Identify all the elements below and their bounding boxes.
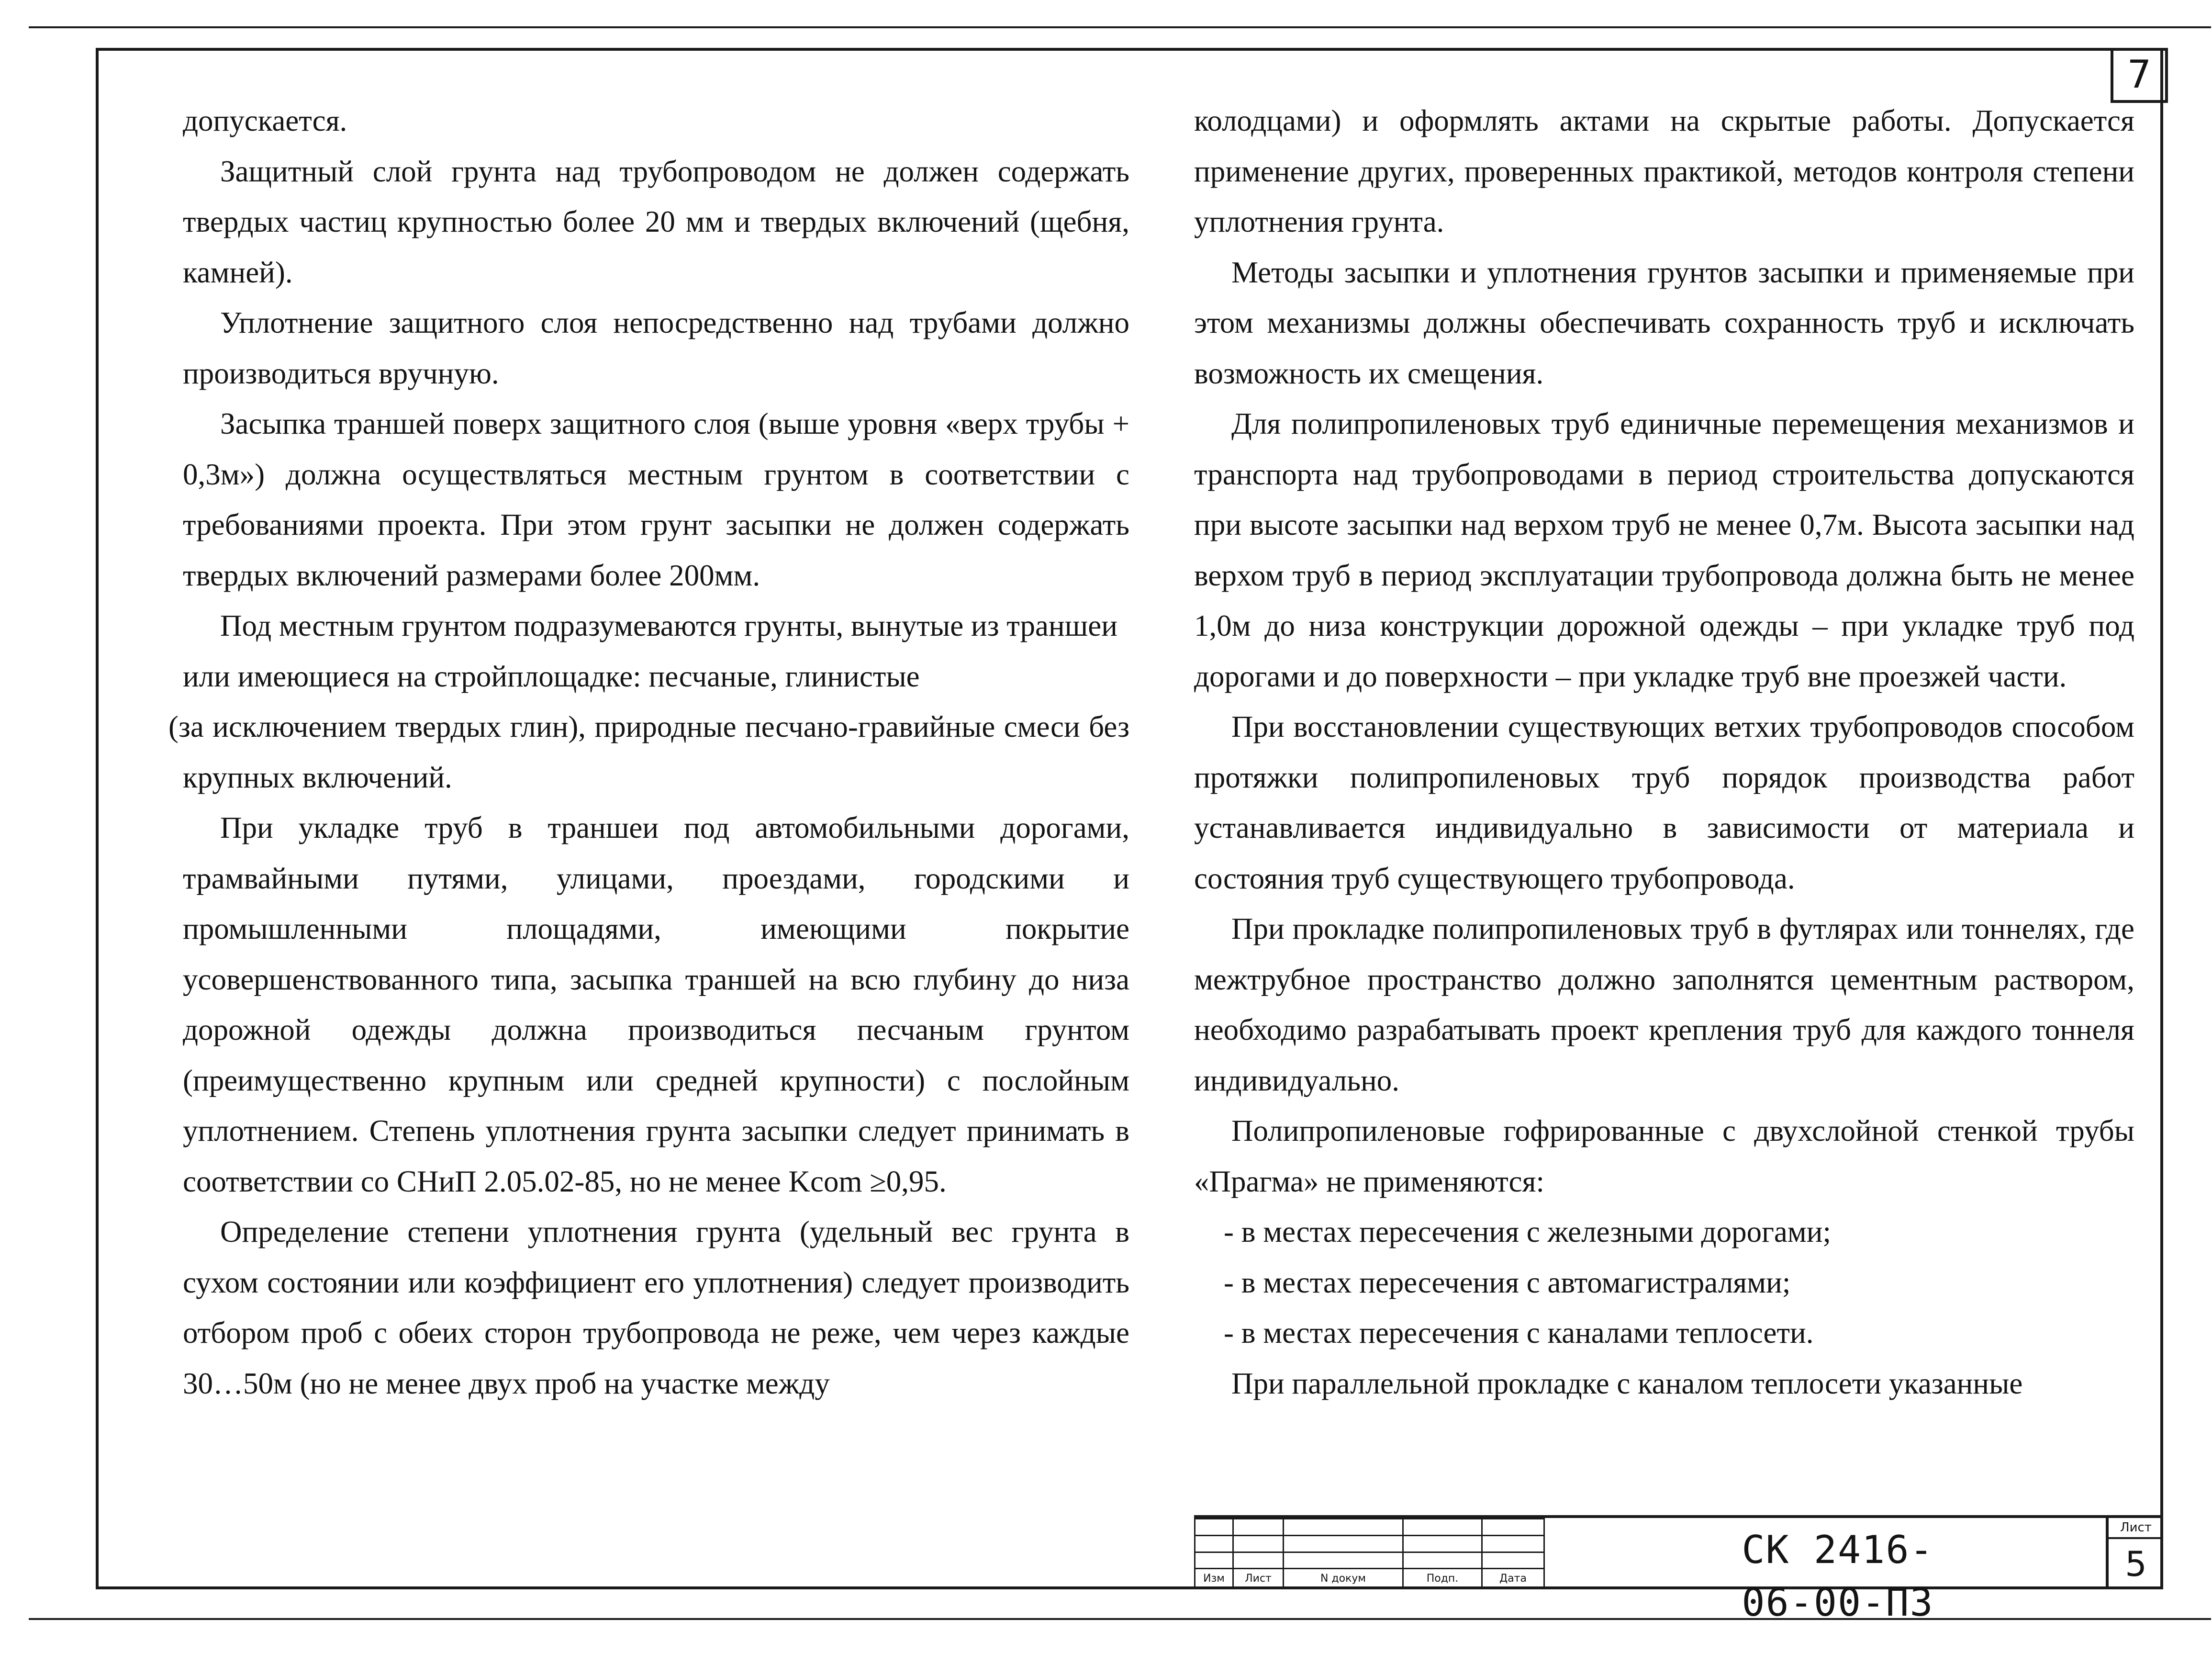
title-block-stamp [1194,1515,2163,1625]
list-item: - в местах пересечения с автомагистралями; [1224,1265,1791,1299]
paragraph: При прокладке полипропиленовых труб в футлярах или тоннелях, где межтрубное пространство должно заполнятся цементным раствором, необходимо разрабатывать проект крепления труб для каждого тоннеля индивидуально. [1194,912,2134,1097]
paragraph: Уплотнение защитного слоя непосредственно над трубами должно производиться вручную. [183,306,1129,390]
top-page-number: 7 [2111,48,2168,103]
revision-table [1194,1518,1545,1589]
paragraph: Методы засыпки и уплотнения грунтов засыпки и применяемые при этом механизмы должны обеспечивать сохранность труб и исключать возможность их смещения. [1194,255,2134,390]
sheet-label: Лист [2109,1518,2163,1539]
paragraph: Защитный слой грунта над трубопроводом не должен содержать твердых частиц крупностью более 20 мм и твердых включений (щебня, камней). [183,154,1129,289]
revision-header-cell: Лист [1233,1569,1284,1589]
revision-header-cell: Дата [1482,1569,1544,1589]
sheet-number: 5 [2125,1544,2147,1584]
list-item: - в местах пересечения с каналами теплосети. [1224,1316,1814,1349]
revision-header-cell: Подп. [1403,1569,1482,1589]
paragraph: Полипропиленовые гофрированные с двухслойной стенкой трубы «Прагма» не применяются: [1194,1114,2134,1198]
paragraph: При укладке труб в траншеи под автомобильными дорогами, трамвайными путями, улицами, проездами, городскими и промышленными площадями, имеющими покрытие усовершенствованного типа, засыпка траншей на всю глубину до низа дорожной одежды должна производиться песчаным грунтом (преимущественно крупным или средней крупности) с послойным уплотнением. Степень уплотнения грунта засыпки следует принимать в соответствии со СНиП 2.05.02-85, но не менее Kсom ≥0,95. [183,811,1129,1198]
paragraph: При восстановлении существующих ветхих трубопроводов способом протяжки полипропиленовых труб порядок производства работ устанавливается индивидуально в зависимости от материала и состояния труб существующего трубопровода. [1194,710,2134,895]
paragraph: допускается. [183,104,347,137]
revision-header-cell: N докум [1284,1569,1403,1589]
paragraph: При параллельной прокладке с каналом теплосети указанные [1231,1366,2023,1400]
paragraph: Для полипропиленовых труб единичные перемещения механизмов и транспорта над трубопроводами в период строительства допускаются при высоте засыпки над верхом труб не менее 0,7м. Высота засыпки над верхом труб в период эксплуатации трубопровода должна быть не менее 1,0м до низа конструкции дорожной одежды – при укладке труб под дорогами и до поверхности – при укладке труб вне проезжей части. [1194,407,2134,693]
paragraph: Определение степени уплотнения грунта (удельный вес грунта в сухом состоянии или коэффициент его уплотнения) следует производить отбором проб с обеих сторон трубопровода не реже, чем через каждые 30…50м (но не менее двух проб на участке между [183,1215,1129,1400]
paragraph: Засыпка траншей поверх защитного слоя (выше уровня «верх трубы + 0,3м») должна осуществляться местным грунтом в соответствии с требованиями проекта. При этом грунт засыпки не должен содержать твердых включений размерами более 200мм. [183,407,1129,592]
sheet-number-box [2106,1518,2163,1589]
left-text-column [168,96,1129,1409]
right-text-column [1194,96,2134,1409]
document-code: СК 2416-06-00-ПЗ [1742,1528,1934,1625]
paragraph: колодцами) и оформлять актами на скрытые работы. Допускается применение других, проверенных практикой, методов контроля степени уплотнения грунта. [1194,104,2134,238]
paragraph: Под местным грунтом подразумеваются грунты, вынутые из траншеи или имеющиеся на стройплощадке: песчаные, глинистые [183,609,1117,693]
paragraph: (за исключением твердых глин), природные песчано-гравийные смеси без крупных включений. [168,710,1129,794]
list-item: - в местах пересечения с железными дорогами; [1224,1215,1831,1248]
top-edge-line [29,26,2211,28]
revision-header-cell: Изм [1195,1569,1233,1589]
